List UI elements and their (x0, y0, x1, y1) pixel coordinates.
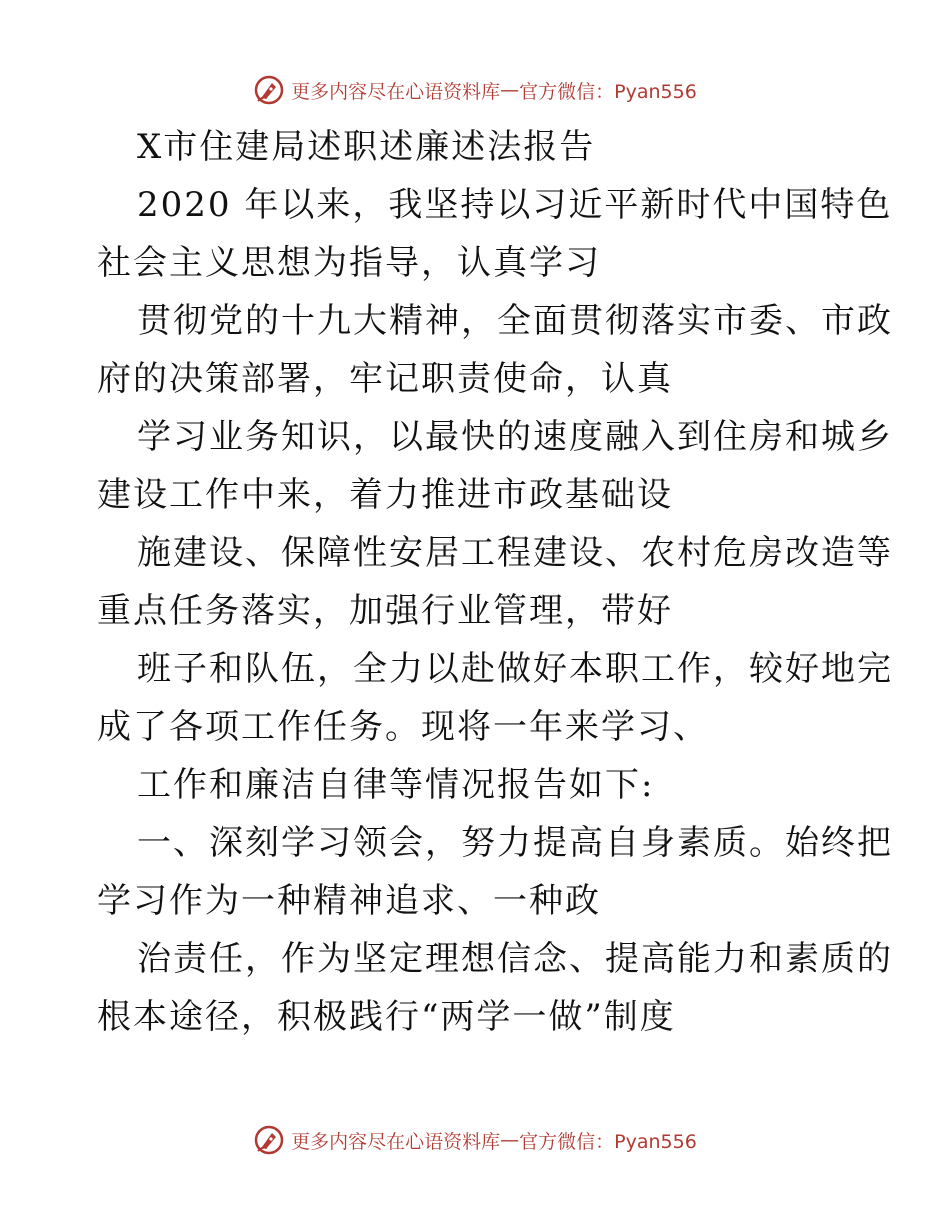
paragraph-line: 重点任务落实，加强行业管理，带好 (97, 591, 673, 631)
paragraph-line: 贯彻党的十九大精神，全面贯彻落实市委、市政 (137, 301, 893, 341)
paragraph-line: 一、深刻学习领会，努力提高自身素质。始终把 (137, 823, 893, 863)
document-title: X市住建局述职述廉述法报告 (137, 127, 596, 167)
paragraph-line: 治责任，作为坚定理想信念、提高能力和素质的 (137, 939, 893, 979)
paragraph-line: 工作和廉洁自律等情况报告如下: (137, 765, 655, 805)
header-watermark (0, 70, 950, 110)
footer-watermark (0, 1120, 950, 1160)
paragraph-line: 建设工作中来，着力推进市政基础设 (97, 475, 673, 515)
paragraph-line: 施建设、保障性安居工程建设、农村危房改造等 (137, 533, 893, 573)
document-body (97, 118, 893, 1046)
watermark-text: 更多内容尽在心语资料库 (291, 80, 501, 103)
paragraph-line: 学习作为一种精神追求、一种政 (97, 881, 601, 921)
paragraph-line: 班子和队伍，全力以赴做好本职工作，较好地完 (137, 649, 893, 689)
paragraph-line: 成了各项工作任务。现将一年来学习、 (97, 707, 709, 747)
paragraph-line: 2020 年以来，我坚持以习近平新时代中国特色 (137, 185, 893, 225)
watermark-wechat: 官方微信：Pyan556 (519, 1130, 697, 1153)
watermark-separator: — (500, 1129, 520, 1151)
watermark-separator: — (500, 79, 520, 101)
pen-nib-logo-icon (253, 1124, 285, 1156)
pen-nib-logo-icon (253, 74, 285, 106)
paragraph-line: 府的决策部署，牢记职责使命，认真 (97, 359, 673, 399)
paragraph-line: 社会主义思想为指导，认真学习 (97, 243, 601, 283)
watermark-text: 更多内容尽在心语资料库 (291, 1130, 501, 1153)
watermark-wechat: 官方微信：Pyan556 (519, 80, 697, 103)
paragraph-line: 根本途径，积极践行“两学一做”制度 (97, 997, 676, 1037)
paragraph-line: 学习业务知识，以最快的速度融入到住房和城乡 (137, 417, 893, 457)
